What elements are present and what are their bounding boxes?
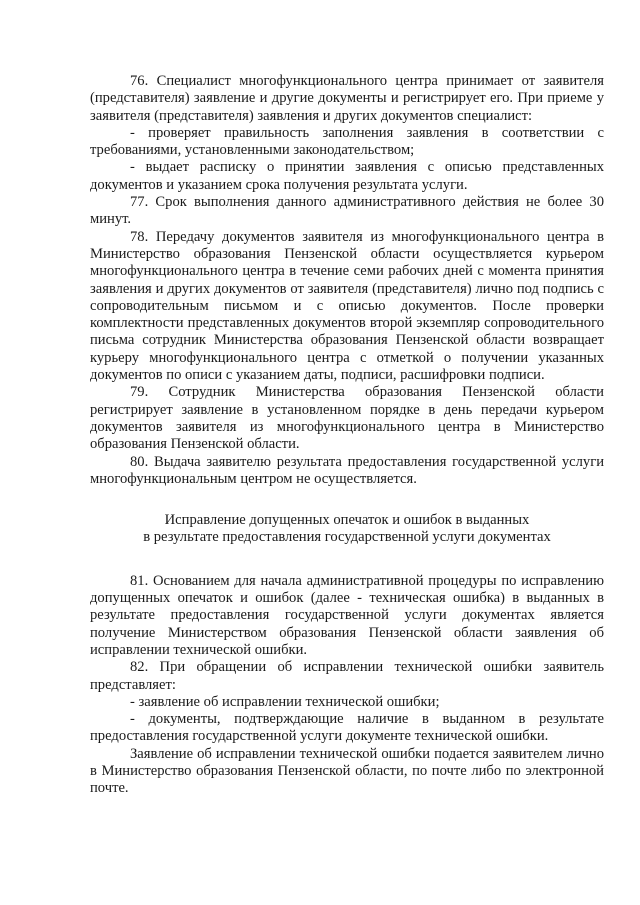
document-page — [90, 73, 604, 798]
paragraph-82-item-2: - документы, подтверждающие наличие в выданном в результате предоставления государственной услуги документе технической ошибки. — [90, 711, 604, 745]
paragraph-82: 82. При обращении об исправлении технической ошибки заявитель представляет: — [90, 659, 604, 693]
section-heading — [90, 512, 604, 547]
paragraph-81: 81. Основанием для начала административной процедуры по исправлению допущенных опечаток и ошибок (далее - техническая ошибка) в выданных в результате предоставления государственной услуги документах является получение Министерством образования Пензенской области заявления об исправлении технической ошибки. — [90, 572, 604, 658]
paragraph-82-item-1: - заявление об исправлении технической ошибки; — [130, 693, 440, 710]
paragraph-79: 79. Сотрудник Министерства образования Пензенской области регистрирует заявление в установленном порядке в день передачи курьером документов заявителя из многофункционального центра в Министерство образования Пензенской области. — [90, 384, 604, 453]
paragraph-submission: Заявление об исправлении технической ошибки подается заявителем лично в Министерство образования Пензенской области, по почте либо по электронной почте. — [90, 745, 604, 797]
paragraph-76-item-1: - проверяет правильность заполнения заявления в соответствии с требованиями, установленными законодательством; — [90, 124, 604, 159]
paragraph-76: 76. Специалист многофункционального центра принимает от заявителя (представителя) заявление и другие документы и регистрирует его. При приеме у заявителя (представителя) заявления и других документов специалист: — [90, 73, 604, 124]
paragraph-77: 77. Срок выполнения данного административного действия не более 30 минут. — [90, 194, 604, 228]
section-heading-line-2: в результате предоставления государственной услуги документах — [143, 529, 551, 546]
paragraph-80: 80. Выдача заявителю результата предоставления государственной услуги многофункциональным центром не осуществляется. — [90, 453, 604, 487]
paragraph-76-item-2: - выдает расписку о принятии заявления с описью представленных документов и указанием срока получения результата услуги. — [90, 159, 604, 193]
section-heading-line-1: Исправление допущенных опечаток и ошибок в выданных — [164, 512, 530, 529]
paragraph-78: 78. Передачу документов заявителя из многофункционального центра в Министерство образования Пензенской области осуществляется курьером многофункционального центра в течение семи рабочих дней с момента принятия заявления и других документов от заявителя (представителя) лично под подпись с сопроводительным письмом и с описью документов. После проверки комплектности представленных документов второй экземпляр сопроводительного письма сотрудник Министерства образования Пензенской области возвращает курьеру многофункционального центра с отметкой о получении указанных документов по описи с указанием даты, подписи, расшифровки подписи. — [90, 228, 604, 384]
